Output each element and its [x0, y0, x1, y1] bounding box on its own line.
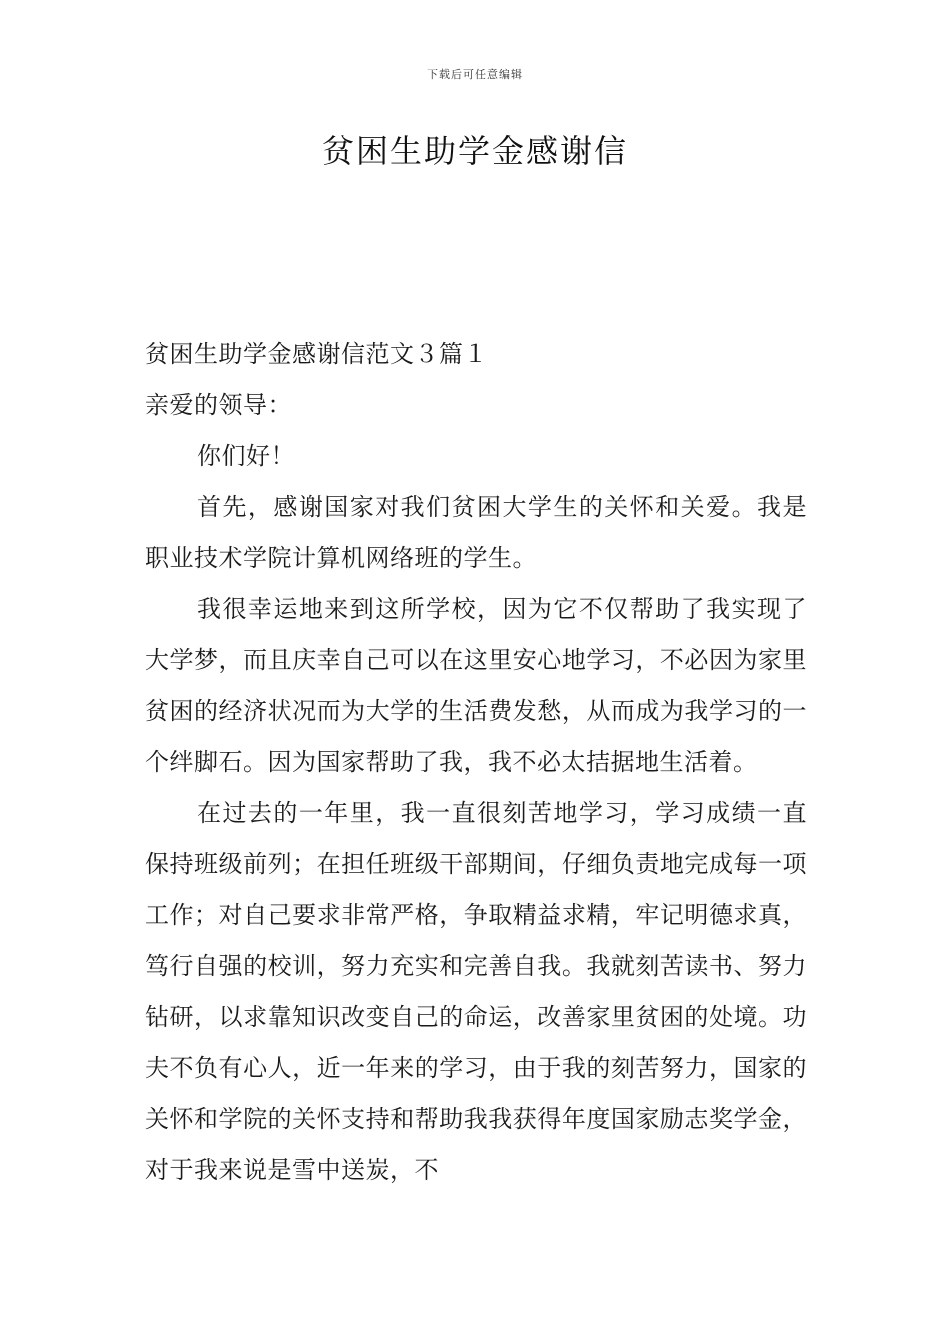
document-title: 贫困生助学金感谢信	[321, 132, 628, 170]
salutation: 亲爱的领导：	[145, 391, 292, 419]
greeting: 你们好！	[197, 442, 295, 470]
document-subtitle: 贫困生助学金感谢信范文３篇１	[145, 340, 488, 368]
paragraph: 首先，感谢国家对我们贫困大学生的关怀和关爱。我是职业技术学院计算机网络班的学生。	[145, 493, 807, 572]
paragraph: 在过去的一年里，我一直很刻苦地学习，学习成绩一直保持班级前列；在担任班级干部期间，仔细负责地完成每一项工作；对自己要求非常严格，争取精益求精，牢记明德求真，笃行自强的校训，努力充实和完善自我。我就刻苦读书、努力钻研，以求靠知识改变自己的命运，改善家里贫困的处境。功夫不负有心人，近一年来的学习，由于我的刻苦努力，国家的关怀和学院的关怀支持和帮助我我获得年度国家励志奖学金，对于我来说是雪中送炭，不	[145, 799, 807, 1184]
paragraph: 我很幸运地来到这所学校，因为它不仅帮助了我实现了大学梦，而且庆幸自己可以在这里安心地学习，不必因为家里贫困的经济状况而为大学的生活费发愁，从而成为我学习的一个绊脚石。因为国家帮助了我，我不必太拮据地生活着。	[145, 595, 807, 776]
document-body	[145, 329, 807, 1196]
header-note: 下载后可任意编辑	[427, 68, 523, 81]
